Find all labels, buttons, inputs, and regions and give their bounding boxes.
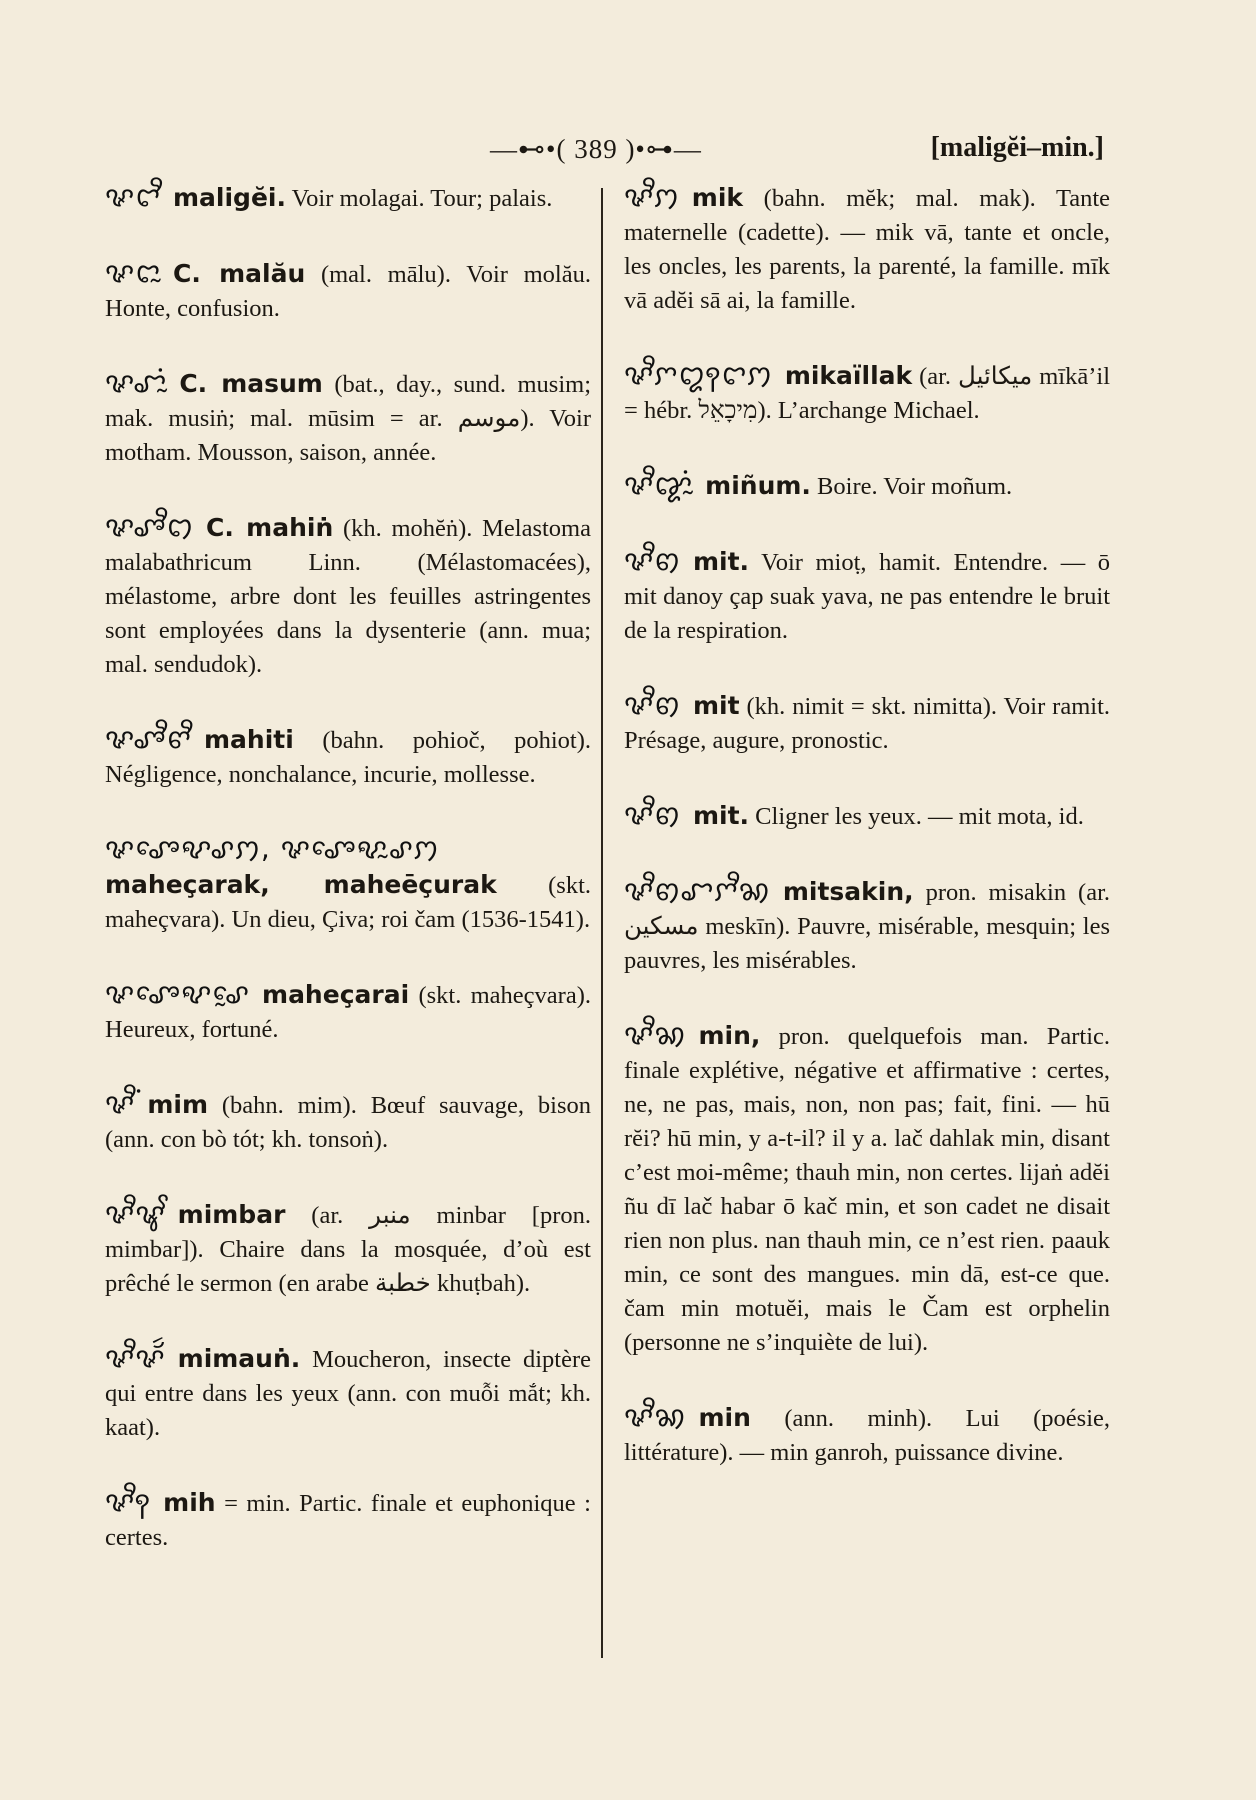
page-number: —⊷•( 389 )•⊶— — [490, 134, 702, 164]
cham-script: ꨟꨨꨪꩊ — [105, 510, 195, 543]
cham-script: ꨟꨪꩆ — [624, 1018, 687, 1051]
dictionary-entry — [105, 256, 591, 326]
cham-script: ꨟꨪꨆꨁꩍꨤꩀ — [624, 358, 773, 391]
definition: (bahn. mim). Bœuf sauvage, bison (ann. con bò tót; kh. tonsoṅ). — [105, 1092, 591, 1153]
dictionary-entry — [105, 510, 591, 682]
definition: pron. misakin (ar. مسكين meskīn). Pauvre, misérable, mesquin; les pauvres, les misérables. — [624, 879, 1110, 974]
headword: mikaïllak — [784, 361, 913, 390]
dictionary-entry — [624, 874, 1110, 978]
left-column — [105, 180, 591, 1595]
headword: miñum. — [705, 471, 811, 500]
cham-script: ꨟꨪꨡꨩ — [105, 1197, 166, 1230]
dictionary-entry — [105, 722, 591, 792]
dictionary-entry — [624, 544, 1110, 648]
dictionary-entry — [624, 358, 1110, 428]
dictionary-entry — [105, 366, 591, 470]
definition: (kh. mohĕṅ). Melastoma malabathricum Linn. (Mélastomacées), mélastome, arbre dont les feuilles astringentes sont employées dans la dysenterie (ann. mua; mal. sendudok). — [105, 515, 591, 678]
headword: mitsakin, — [782, 877, 914, 906]
headword: mik — [691, 183, 744, 212]
page-header — [0, 128, 1256, 172]
cham-script: ꨟꨪꩍ — [105, 1485, 152, 1518]
definition: (ar. منبر minbar [pron. mimbar]). Chaire dans la mosquée, d’où est prêché le sermon (en arabe خطبة khuṭbah). — [105, 1202, 591, 1297]
dictionary-entry — [624, 688, 1110, 758]
definition: (skt. maheçvara). Heureux, fortuné. — [105, 982, 591, 1043]
headword: mim — [147, 1090, 208, 1119]
cham-script: ꨟꨪꩅ — [624, 688, 681, 721]
right-column — [624, 180, 1110, 1510]
definition: (kh. nimit = skt. nimitta). Voir ramit. Présage, augure, pronostic. — [624, 693, 1110, 754]
definition: (ar. ميكائيل mīkā’il = hébr. מִיכָאֵל). L’archange Michael. — [624, 363, 1111, 424]
dictionary-entry — [105, 1087, 591, 1157]
definition: (bahn. pohioč, pohiot). Négligence, nonchalance, incurie, mollesse. — [105, 727, 591, 788]
dictionary-entry — [624, 798, 1110, 834]
dictionary-entry — [105, 1341, 591, 1445]
definition: Cligner les yeux. — mit mota, id. — [749, 803, 1084, 830]
dictionary-entry — [105, 832, 591, 937]
headword: min — [698, 1403, 751, 1432]
headword: maheçarai — [262, 980, 410, 1009]
cham-script: ꨟꨧꨭꩌ — [105, 366, 168, 399]
cham-script: ꨟꨤꨭ — [105, 256, 161, 289]
dictionary-entry — [105, 1197, 591, 1301]
headword: maheçarak, maheēçurak — [105, 870, 497, 899]
dictionary-entry — [105, 180, 591, 216]
cham-script: ꨟꨤꨪ — [105, 180, 161, 213]
headword: maligĕi. — [172, 183, 286, 212]
cham-script: ꨟꨪꩀ — [624, 180, 680, 213]
definition: = min. Partic. finale et euphonique : certes. — [105, 1490, 591, 1551]
dictionary-entry — [624, 468, 1110, 504]
headword: C. mahiṅ — [206, 513, 334, 542]
cham-script: ꨟꨨꨪꨓꨪ — [105, 722, 192, 755]
headword: mimauṅ. — [177, 1344, 301, 1373]
cham-script: ꨟꨪꨟꨮꩃ — [105, 1341, 166, 1374]
headword: C. masum — [179, 369, 323, 398]
dictionary-entry — [105, 977, 591, 1047]
running-head: [maligĕi–min.] — [930, 132, 1104, 163]
headword: mih — [163, 1488, 216, 1517]
cham-script: ꨟꨨꨯꨦꨣꩀ, ꨟꨨꨯꨦꨭꨣꩀ — [105, 832, 440, 865]
headword: mimbar — [177, 1200, 286, 1229]
cham-script: ꨟꨪꩅ — [624, 798, 681, 831]
headword: mahiti — [203, 725, 294, 754]
cham-script: ꨟꨨꨯꨦꨣꨰ — [105, 977, 251, 1010]
definition: Boire. Voir moñum. — [810, 473, 1013, 500]
definition: (skt. maheçvara). Un dieu, Çiva; roi čam (1536-1541). — [105, 872, 591, 933]
headword: min, — [698, 1021, 761, 1050]
cham-script: ꨟꨪꩌ — [105, 1087, 136, 1120]
definition: Voir mioṭ, hamit. Entendre. — ō mit danoy çap suak yava, ne pas entendre le bruit de la respiration. — [624, 549, 1110, 644]
definition: (mal. mālu). Voir molău. Honte, confusion. — [105, 261, 591, 322]
definition: Moucheron, insecte diptère qui entre dans les yeux (ann. con muỗi mắt; kh. kaat). — [105, 1346, 591, 1441]
cham-script: ꨟꨪꩅ — [624, 544, 681, 577]
dictionary-entry — [105, 1485, 591, 1555]
headword: mit. — [692, 801, 750, 830]
dictionary-entry — [624, 180, 1110, 318]
definition: (ann. minh). Lui (poésie, littérature). — min ganroh, puissance divine. — [624, 1405, 1110, 1466]
definition: Voir molagai. Tour; palais. — [285, 185, 553, 212]
cham-script: ꨟꨪꨑꨭꩌ — [624, 468, 694, 501]
cham-script: ꨟꨪꩆ — [624, 1400, 687, 1433]
headword: C. malău — [172, 259, 306, 288]
column-divider — [601, 188, 603, 1658]
dictionary-entry — [624, 1018, 1110, 1360]
cham-script: ꨟꨪꩅꨧꨆꨪꩆ — [624, 874, 771, 907]
definition: (bahn. mĕk; mal. mak). Tante maternelle (cadette). — mik vā, tante et oncle, les oncles, les parents, la parenté, la famille. mīk vā adĕi sā ai, la famille. — [624, 185, 1110, 314]
headword: mit. — [692, 547, 750, 576]
dictionary-entry — [624, 1400, 1110, 1470]
definition: (bat., day., sund. musim; mak. musiṅ; mal. mūsim = ar. موسم). Voir motham. Mousson, saison, année. — [105, 371, 592, 466]
headword: mit — [692, 691, 740, 720]
definition: pron. quelquefois man. Partic. finale explétive, négative et affirmative : certes, ne, ne pas, mais, non, non pas; fait, fini. — hū rĕi? hū min, y a-t-il? il y a. lač dahlak min, disant c’est moi-même; thauh min, non certes. lijaṅ adĕi ñu dī lač habar ō kač min, et son cadet ne disait rien non plus. nan thauh min, ce n’est rien. paauk min, ce sont des mangues. min dā, est-ce que. čam min motuĕi, mais le Čam est orphelin (personne ne s’inquiète de lui). — [624, 1023, 1110, 1356]
